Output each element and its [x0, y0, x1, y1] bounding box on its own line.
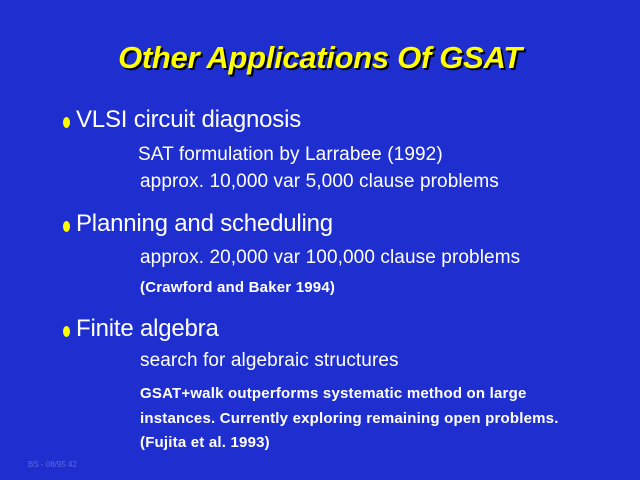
sub-line: instances. Currently exploring remaining open problems.: [140, 410, 559, 427]
sub-line: GSAT+walk outperforms systematic method on large: [140, 385, 527, 402]
bullet-heading: VLSI circuit diagnosis: [76, 106, 302, 133]
bullet-heading: Finite algebra: [76, 315, 219, 342]
sub-line: approx. 10,000 var 5,000 clause problems: [140, 171, 499, 192]
slide-title: Other Applications Of GSAT: [118, 40, 522, 75]
slide-footer: BS - 08/95 42: [28, 460, 77, 469]
citation: (Fujita et al. 1993): [140, 434, 270, 451]
bullet-icon: [63, 326, 70, 337]
citation: (Crawford and Baker 1994): [140, 279, 336, 296]
bullet-item-finite-algebra: [63, 315, 219, 343]
bullet-icon: [63, 221, 70, 232]
sub-line: SAT formulation by Larrabee (1992): [138, 144, 443, 165]
bullet-item-planning: [63, 210, 333, 238]
bullet-item-vlsi: [63, 106, 301, 134]
bullet-heading: Planning and scheduling: [76, 210, 333, 237]
sub-line: search for algebraic structures: [140, 350, 399, 371]
bullet-icon: [63, 117, 70, 128]
sub-line: approx. 20,000 var 100,000 clause problems: [140, 247, 521, 268]
